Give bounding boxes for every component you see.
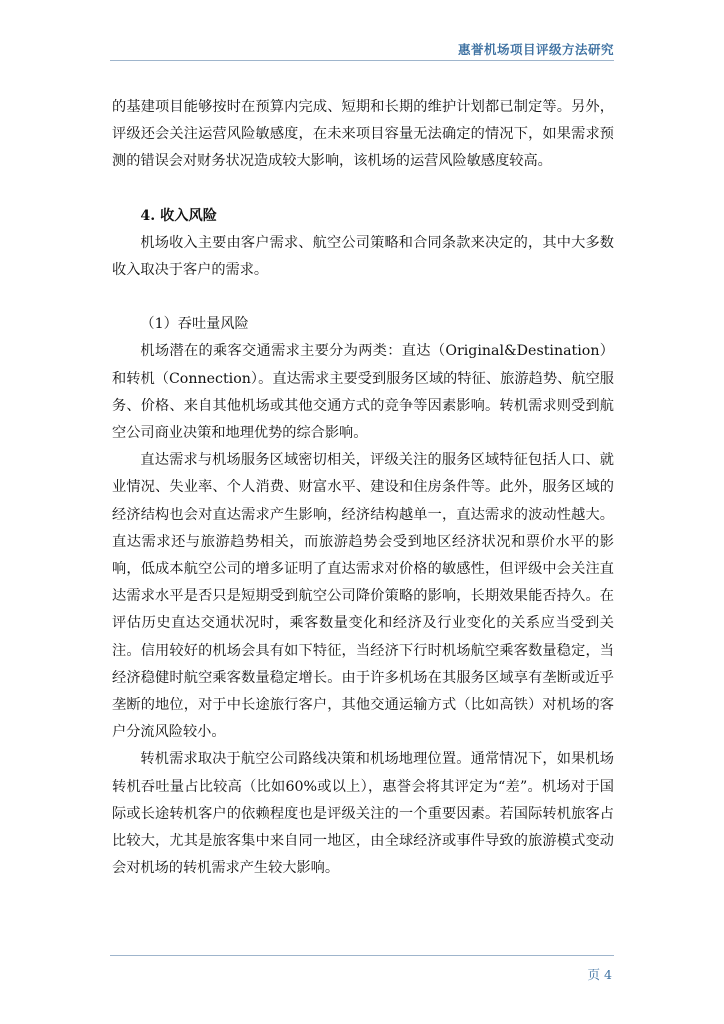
- document-header-title: 惠誉机场项目评级方法研究: [457, 42, 614, 57]
- page-footer: [584, 965, 612, 983]
- paragraph-direct-demand: 直达需求与机场服务区域密切相关，评级关注的服务区域特征包括人口、就业情况、失业率、个人消费、财富水平、建设和住房条件等。此外，服务区域的经济结构也会对直达需求产生影响，经济结构越单一，直达需求的波动性越大。直达需求还与旅游趋势相关，而旅游趋势会受到地区经济状况和票价水平的影响，低成本航空公司的增多证明了直达需求对价格的敏感性，但评级中会关注直达需求水平是否只是短期受到航空公司降价策略的影响，长期效果能否持久。在评估历史直达交通状况时，乘客数量变化和经济及行业变化的关系应当受到关注。信用较好的机场会具有如下特征，当经济下行时机场航空乘客数量稳定，当经济稳健时航空乘客数量稳定增长。由于许多机场在其服务区域享有垄断或近乎垄断的地位，对于中长途旅行客户，其他交通运输方式（比如高铁）对机场的客户分流风险较小。: [112, 452, 614, 741]
- subsection-heading-throughput-risk: （1）吞吐量风险: [140, 316, 249, 333]
- paragraph-revenue-risk: 机场收入主要由客户需求、航空公司策略和合同条款来决定的，其中大多数收入取决于客户的需求。: [112, 234, 614, 279]
- header-divider: [110, 60, 614, 61]
- page-number: 4: [604, 967, 612, 982]
- section-heading-revenue-risk: 4. 收入风险: [140, 207, 217, 224]
- footer-divider: [110, 955, 614, 956]
- paragraph-continuation: 的基建项目能够按时在预算内完成、短期和长期的维护计划都已制定等。另外，评级还会关注运营风险敏感度，在未来项目容量无法确定的情况下，如果需求预测的错误会对财务状况造成较大影响，该机场的运营风险敏感度较高。: [112, 99, 614, 170]
- paragraph-transfer-demand: 转机需求取决于航空公司路线决策和机场地理位置。通常情况下，如果机场转机吞吐量占比较高（比如60%或以上），惠誉会将其评定为“差”。机场对于国际或长途转机客户的依赖程度也是评级关注的一个重要因素。若国际转机旅客占比较大，尤其是旅客集中来自同一地区，由全球经济或事件导致的旅游模式变动会对机场的转机需求产生较大影响。: [112, 751, 614, 877]
- page-label: 页: [587, 967, 601, 982]
- paragraph-demand-types: 机场潜在的乘客交通需求主要分为两类：直达（Original&Destination）和转机（Connection）。直达需求主要受到服务区域的特征、旅游趋势、航空服务、价格、来自其他机场或其他交通方式的竞争等因素影响。转机需求则受到航空公司商业决策和地理优势的综合影响。: [112, 343, 614, 442]
- document-body: [112, 94, 614, 882]
